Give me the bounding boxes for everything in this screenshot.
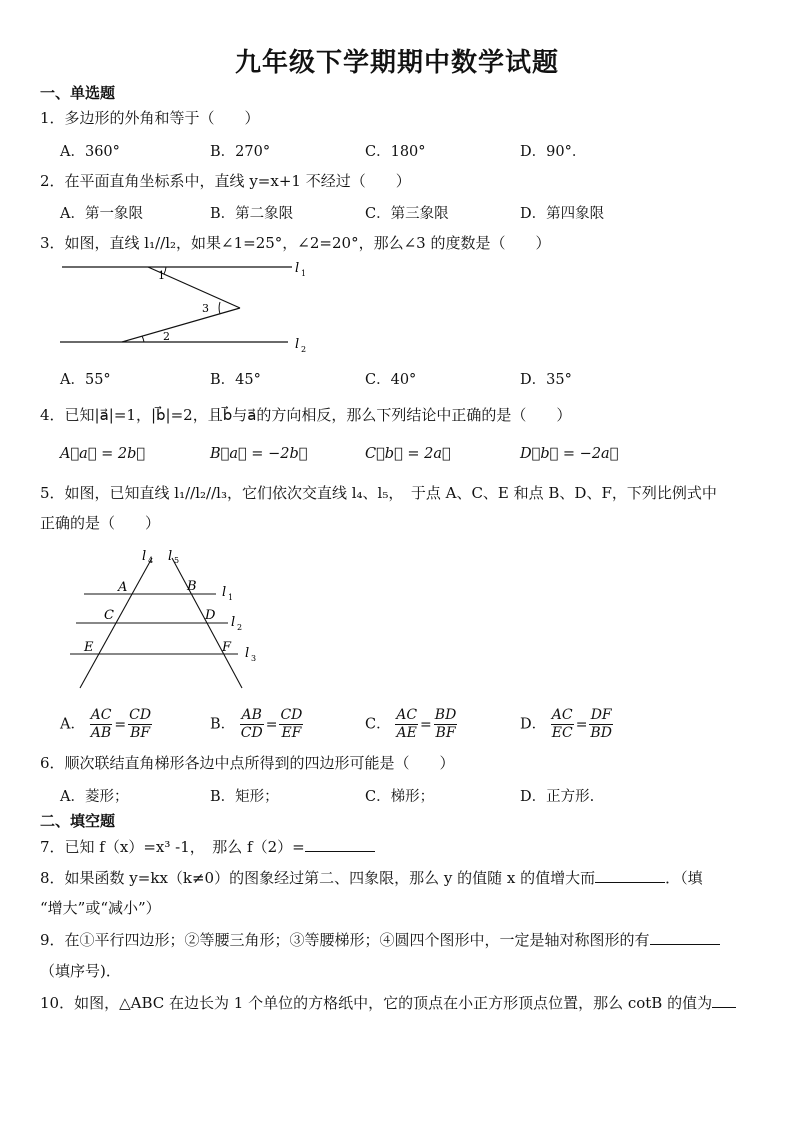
- question-6-stem: 6．顺次联结直角梯形各边中点所得到的四边形可能是（ ）: [40, 754, 455, 772]
- question-8-tail: ．（填: [665, 869, 703, 887]
- question-7: [40, 836, 375, 857]
- question-9-stem: 9．在①平行四边形；②等腰三角形；③等腰梯形；④圆四个图形中，一定是轴对称图形的有: [40, 931, 650, 949]
- point-a-label: A: [118, 580, 128, 595]
- question-7-stem: 7．已知 f（x）=x³ -1， 那么 f（2）=: [40, 838, 305, 856]
- question-10-stem: 10．如图，△ABC 在边长为 1 个单位的方格纸中，它的顶点在小正方形顶点位置，那么 cotB 的值为: [40, 994, 713, 1012]
- question-1-option-c: C．180°: [365, 144, 426, 160]
- option-label: B．: [210, 716, 236, 733]
- l1-label: l: [222, 585, 227, 600]
- angle-1-label: 1: [158, 269, 165, 282]
- l4-sub: 4: [148, 556, 154, 565]
- l3-sub: 3: [251, 654, 257, 663]
- l2-sub: 2: [301, 345, 307, 354]
- angle-2-label: 2: [163, 330, 170, 343]
- question-6-option-c: C．梯形；: [365, 789, 435, 805]
- question-8: [40, 867, 703, 888]
- point-e-label: E: [84, 640, 94, 655]
- fraction-left: $\frac{AC}{AE}$: [396, 707, 418, 741]
- answer-blank[interactable]: [712, 993, 736, 1008]
- fraction-right: $\frac{BD}{BF}$: [434, 707, 457, 741]
- question-9: [40, 929, 720, 950]
- question-4-option-d: D．b⃗ = −2a⃗: [520, 446, 619, 462]
- question-3-stem: 3．如图，直线 l₁//l₂，如果∠1=25°，∠2=20°，那么∠3 的度数是（ ）: [40, 234, 551, 252]
- l2-label: l: [231, 615, 236, 630]
- section-heading-single-choice: 一、单选题: [40, 84, 116, 102]
- question-5-option-c: C． $\frac{AC}{AE}$ = $\frac{BD}{BF}$: [365, 707, 457, 741]
- l1-label: l: [295, 261, 300, 276]
- l4-label: l: [142, 549, 147, 564]
- question-5-figure: [62, 542, 272, 692]
- question-3-option-c: C．40°: [365, 372, 417, 388]
- fraction-left: $\frac{AC}{AB}$: [90, 707, 112, 741]
- option-label: C．: [365, 716, 391, 733]
- question-2-stem: 2．在平面直角坐标系中，直线 y=x+1 不经过（ ）: [40, 172, 411, 190]
- question-3-option-a: A．55°: [60, 372, 111, 388]
- question-3-option-d: D．35°: [520, 372, 572, 388]
- question-1-option-a: A．360°: [60, 144, 120, 160]
- question-10: [40, 992, 736, 1013]
- question-2-option-d: D．第四象限: [520, 206, 605, 222]
- l2-label: l: [295, 337, 300, 352]
- section-heading-fill-in: 二、填空题: [40, 812, 116, 830]
- question-2-option-c: C．第三象限: [365, 206, 449, 222]
- l2-sub: 2: [237, 623, 243, 632]
- question-5-stem-line-1: 5．如图，已知直线 l₁//l₂//l₃，它们依次交直线 l₄、l₅， 于点 A、C、E 和点 B、D、F，下列比例式中: [40, 484, 717, 502]
- question-1-option-b: B．270°: [210, 144, 271, 160]
- option-label: D．: [520, 716, 547, 733]
- question-6-option-b: B．矩形；: [210, 789, 279, 805]
- question-5-option-a: A． $\frac{AC}{AB}$ = $\frac{CD}{BF}$: [60, 707, 152, 741]
- question-6-option-a: A．菱形；: [60, 789, 129, 805]
- answer-blank[interactable]: [650, 930, 720, 945]
- question-6-option-d: D．正方形.: [520, 789, 595, 805]
- fraction-right: $\frac{CD}{EF}$: [280, 707, 303, 741]
- question-1-option-d: D．90°．: [520, 144, 587, 160]
- transversal-lower: [122, 308, 240, 342]
- question-5-option-b: B． $\frac{AB}{CD}$ = $\frac{CD}{EF}$: [210, 707, 303, 741]
- angle-3-label: 3: [202, 302, 209, 315]
- point-b-label: B: [187, 579, 197, 594]
- question-4-stem: 4．已知|a⃗|=1，|b⃗|=2，且b⃗与a⃗的方向相反，那么下列结论中正确的是（ ）: [40, 406, 572, 424]
- l1-sub: 1: [228, 593, 234, 602]
- option-label: A．: [60, 716, 85, 733]
- fraction-right: $\frac{DF}{BD}$: [590, 707, 612, 741]
- question-5-stem-line-2: 正确的是（ ）: [40, 514, 161, 532]
- question-1-stem: 1．多边形的外角和等于（ ）: [40, 109, 260, 127]
- l5-sub: 5: [174, 556, 180, 565]
- fraction-left: $\frac{AC}{EC}$: [551, 707, 573, 741]
- answer-blank[interactable]: [595, 868, 665, 883]
- question-2-option-b: B．第二象限: [210, 206, 294, 222]
- l3-label: l: [245, 646, 250, 661]
- answer-blank[interactable]: [305, 837, 375, 852]
- fraction-right: $\frac{CD}{BF}$: [129, 707, 152, 741]
- question-3-option-b: B．45°: [210, 372, 261, 388]
- point-f-label: F: [222, 640, 232, 655]
- angle-3-arc: [219, 302, 220, 314]
- point-c-label: C: [104, 608, 114, 623]
- question-5-option-d: D． $\frac{AC}{EC}$ = $\frac{DF}{BD}$: [520, 707, 612, 741]
- question-2-option-a: A．第一象限: [60, 206, 143, 222]
- question-8-line-2: “增大”或“减小”）: [40, 899, 161, 917]
- point-d-label: D: [205, 608, 216, 623]
- page-title: 九年级下学期期中数学试题: [234, 48, 559, 78]
- question-8-stem: 8．如果函数 y=kx（k≠0）的图象经过第二、四象限，那么 y 的值随 x 的值增大而: [40, 869, 596, 887]
- question-9-line-2: （填序号)．: [40, 962, 121, 980]
- l5-label: l: [168, 549, 173, 564]
- question-4-option-c: C．b⃗ = 2a⃗: [365, 446, 451, 462]
- l1-sub: 1: [301, 269, 307, 278]
- angle-2-arc: [142, 336, 144, 342]
- question-3-figure: [50, 256, 320, 358]
- question-4-option-b: B．a⃗ = −2b⃗: [210, 446, 308, 462]
- fraction-left: $\frac{AB}{CD}$: [240, 707, 263, 741]
- question-4-option-a: A．a⃗ = 2b⃗: [60, 446, 146, 462]
